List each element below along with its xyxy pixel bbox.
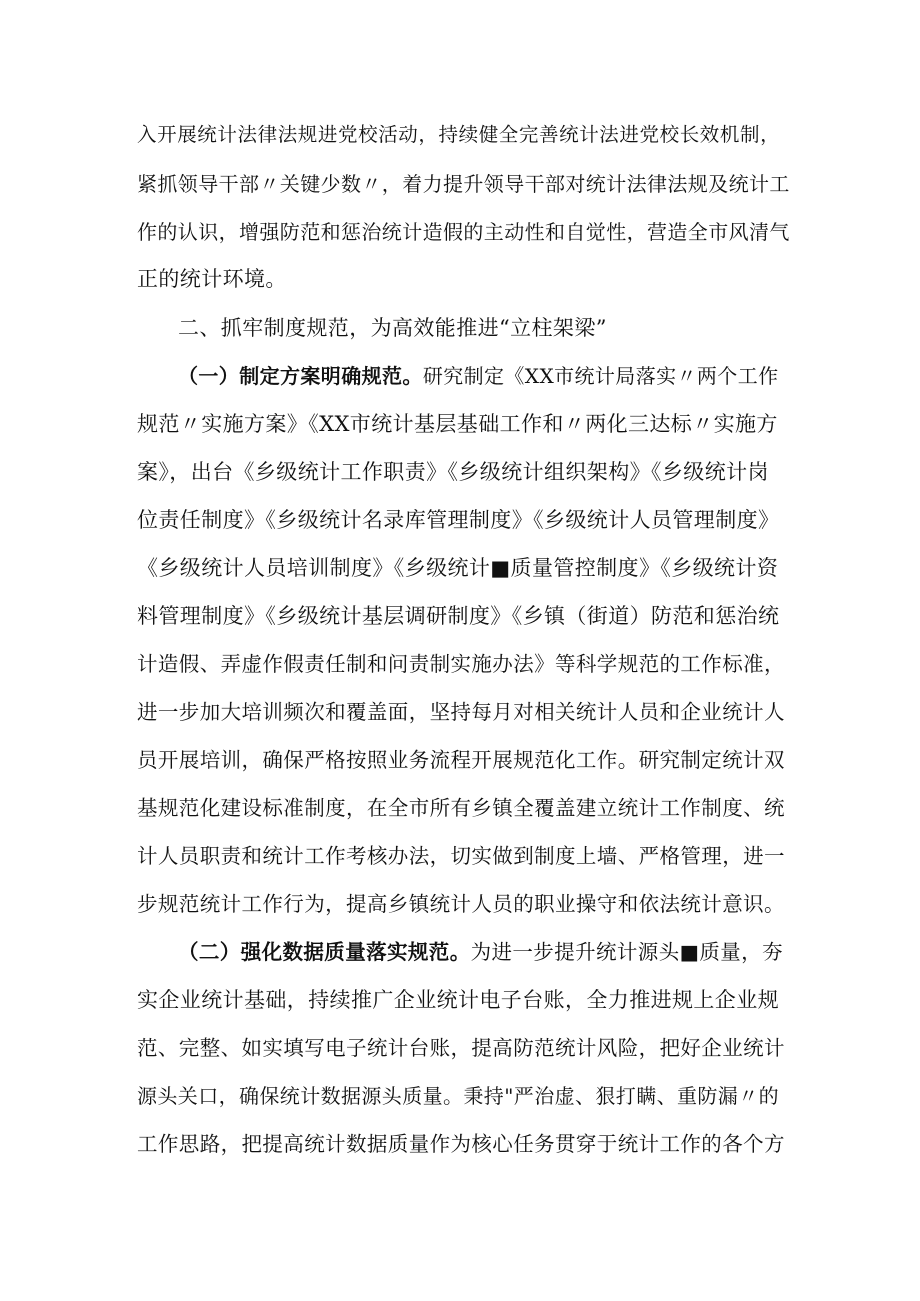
subsection-title: （一）制定方案明确规范。 bbox=[178, 364, 423, 388]
paragraph-line: 实企业统计基础，持续推广企业统计电子台账，全力推进规上企业规 bbox=[137, 988, 779, 1012]
paragraph-line: 案》，出台《乡级统计工作职责》《乡级统计组织架构》《乡级统计岗 bbox=[137, 460, 769, 484]
paragraph-line: 紧抓领导干部〃关键少数〃，着力提升领导干部对统计法律法规及统计工 bbox=[137, 172, 790, 196]
paragraph-text: 研究制定《XX市统计局落实〃两个工作 bbox=[422, 364, 779, 388]
subsection-first-line bbox=[178, 938, 783, 966]
paragraph-line: 进一步加大培训频次和覆盖面，坚持每月对相关统计人员和企业统计人 bbox=[137, 700, 785, 724]
paragraph-line: 基规范化建设标准制度，在全市所有乡镇全覆盖建立统计工作制度、统 bbox=[137, 796, 785, 820]
paragraph-line: 《乡级统计人员培训制度》《乡级统计■质量管控制度》《乡级统计资 bbox=[137, 556, 779, 580]
paragraph-line: 范、完整、如实填写电子统计台账，提高防范统计风险，把好企业统计 bbox=[137, 1036, 785, 1060]
paragraph-line: 料管理制度》《乡级统计基层调研制度》《乡镇（街道）防范和惩治统 bbox=[137, 604, 780, 628]
subsection-first-line bbox=[178, 362, 779, 390]
section-heading: 二、抓牢制度规范，为高效能推进“立柱架梁” bbox=[178, 316, 607, 340]
paragraph-line: 正的统计环境。 bbox=[137, 267, 287, 291]
paragraph-line: 位责任制度》《乡级统计名录库管理制度》《乡级统计人员管理制度》 bbox=[137, 508, 780, 532]
paragraph-line: 工作思路，把提高统计数据质量作为核心任务贯穿于统计工作的各个方 bbox=[137, 1132, 785, 1156]
paragraph-line: 步规范统计工作行为，提高乡镇统计人员的职业操守和依法统计意识。 bbox=[137, 892, 785, 916]
paragraph-line: 入开展统计法律法规进党校活动，持续健全完善统计法进党校长效机制， bbox=[137, 123, 781, 146]
paragraph-line: 作的认识，增强防范和惩治统计造假的主动性和自觉性，营造全市风清气 bbox=[137, 220, 790, 244]
subsection-title: （二）强化数据质量落实规范。 bbox=[178, 940, 471, 964]
paragraph-line: 规范〃实施方案》《XX市统计基层基础工作和〃两化三达标〃实施方 bbox=[137, 412, 778, 436]
paragraph-line: 员开展培训，确保严格按照业务流程开展规范化工作。研究制定统计双 bbox=[137, 748, 785, 772]
paragraph-line: 源头关口，确保统计数据源头质量。秉持"严治虚、狠打瞒、重防漏〃的 bbox=[137, 1084, 779, 1108]
paragraph-line: 计造假、弄虚作假责任制和问责制实施办法》等科学规范的工作标准， bbox=[137, 652, 785, 676]
paragraph-line: 计人员职责和统计工作考核办法，切实做到制度上墙、严格管理，进一 bbox=[137, 844, 785, 868]
paragraph-text: 为进一步提升统计源头■质量，夯 bbox=[470, 940, 783, 964]
